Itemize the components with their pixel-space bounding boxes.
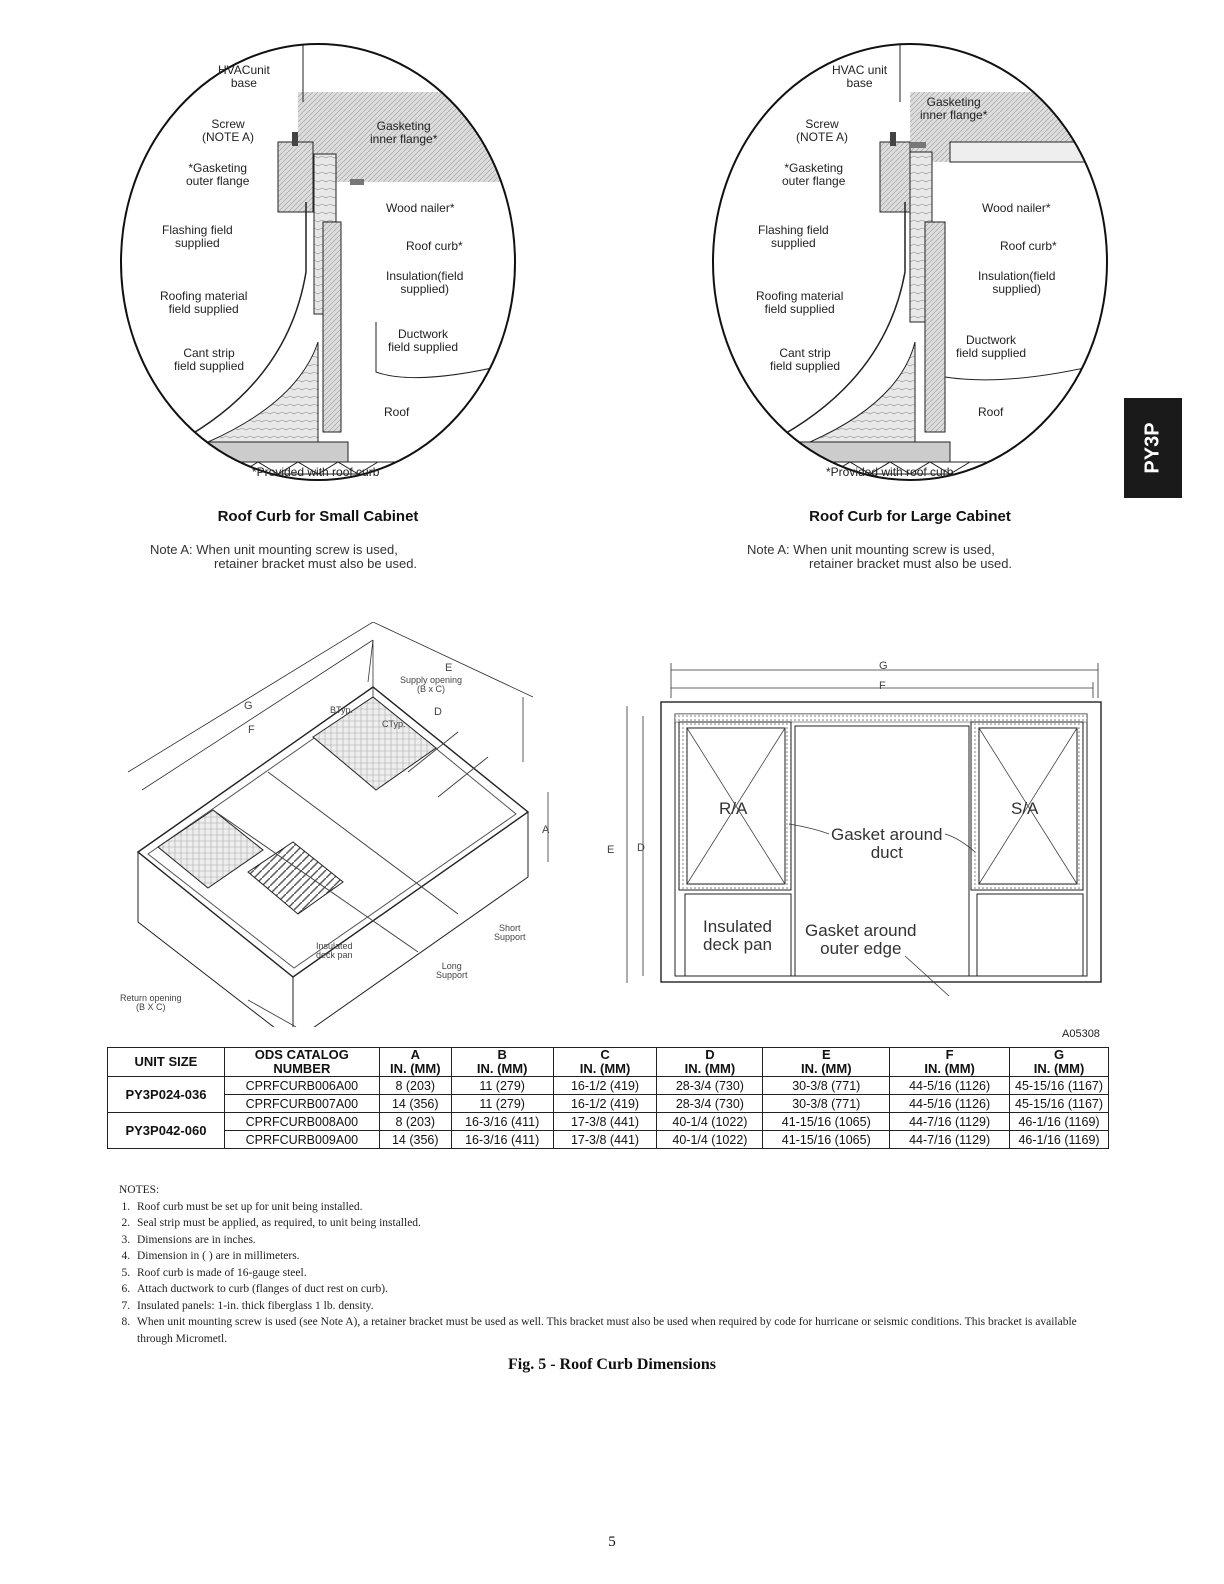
small-cabinet-note bbox=[150, 543, 417, 571]
large-gasket-inner-line1: Gasketing bbox=[926, 95, 981, 109]
table-row bbox=[108, 1131, 1109, 1149]
small-cant-strip-line1: Cant strip bbox=[183, 346, 235, 360]
iso-supply-line1: Supply opening bbox=[400, 675, 463, 685]
table-cell: CPRFCURB008A00 bbox=[224, 1113, 379, 1131]
large-screw-label bbox=[796, 118, 848, 144]
plan-deck-line1: Insulated bbox=[703, 917, 772, 936]
plan-e-label: E bbox=[607, 844, 615, 856]
header-d bbox=[657, 1048, 763, 1077]
table-cell: 14 (356) bbox=[379, 1131, 451, 1149]
table-row bbox=[108, 1095, 1109, 1113]
small-provided-label: *Provided with roof curb bbox=[252, 465, 380, 479]
small-roofing-line2: field supplied bbox=[168, 302, 239, 316]
table-cell: 45-15/16 (1167) bbox=[1010, 1095, 1109, 1113]
small-hvac-base-line1: HVACunit bbox=[218, 63, 270, 77]
large-cabinet-note bbox=[747, 543, 1012, 571]
large-wood-nailer-label: Wood nailer* bbox=[982, 201, 1051, 215]
small-insulation-line1: Insulation(field bbox=[386, 269, 464, 283]
small-hvac-base-label bbox=[218, 64, 270, 90]
small-hvac-base-line2: base bbox=[230, 76, 257, 90]
iso-ctyp-label: CTyp. bbox=[382, 719, 406, 729]
large-ductwork-label bbox=[956, 334, 1026, 360]
table-cell: 41-15/16 (1065) bbox=[763, 1131, 890, 1149]
table-cell: 28-3/4 (730) bbox=[657, 1077, 763, 1095]
table-header bbox=[108, 1048, 1109, 1077]
plan-gasket-edge-label bbox=[805, 922, 917, 958]
large-cabinet-detail bbox=[710, 42, 1110, 502]
plan-sa-label: S/A bbox=[1011, 799, 1039, 818]
header-g-line2: IN. (MM) bbox=[1033, 1061, 1085, 1076]
small-cabinet-caption: Roof Curb for Small Cabinet bbox=[217, 508, 419, 525]
table-cell: 14 (356) bbox=[379, 1095, 451, 1113]
section-tab-label: PY3P bbox=[1141, 422, 1164, 474]
table-cell: 30-3/8 (771) bbox=[763, 1077, 890, 1095]
iso-d-label: D bbox=[434, 706, 442, 718]
header-catalog bbox=[224, 1048, 379, 1077]
note-item: 7. Insulated panels: 1-in. thick fiberglass 1 lb. density. bbox=[133, 1298, 1109, 1315]
note-item: 8. When unit mounting screw is used (see Note A), a retainer bracket must be used as well. This bracket must also be used when required by code for hurricane or seismic conditions. This bracket is available through Micrometl. bbox=[133, 1314, 1109, 1347]
large-roof-curb-label: Roof curb* bbox=[1000, 239, 1057, 253]
figure-reference: A05308 bbox=[1062, 1028, 1100, 1040]
iso-deck-line2: deck pan bbox=[316, 950, 353, 960]
table-cell: 28-3/4 (730) bbox=[657, 1095, 763, 1113]
unit-size-cell: PY3P042-060 bbox=[108, 1113, 225, 1149]
iso-long-line1: Long bbox=[441, 961, 462, 971]
header-e-line2: IN. (MM) bbox=[801, 1061, 852, 1076]
large-gasket-outer-label bbox=[782, 162, 845, 188]
table-cell: 16-3/16 (411) bbox=[451, 1131, 553, 1149]
notes-list bbox=[119, 1199, 1109, 1348]
small-note-line2: retainer bracket must also be used. bbox=[214, 556, 418, 571]
plan-gasket-edge-line2: outer edge bbox=[820, 939, 902, 958]
header-unit-size bbox=[108, 1048, 225, 1077]
isometric-curb-view bbox=[118, 622, 588, 1027]
table-cell: 17-3/8 (441) bbox=[553, 1113, 657, 1131]
notes-title: NOTES: bbox=[119, 1184, 160, 1196]
large-cant-strip-label bbox=[770, 347, 840, 373]
large-flashing-line1: Flashing field bbox=[758, 223, 829, 237]
small-insulation-label bbox=[386, 270, 463, 296]
large-insulation-label bbox=[978, 270, 1055, 296]
header-a bbox=[379, 1048, 451, 1077]
large-provided-label: *Provided with roof curb bbox=[826, 465, 954, 479]
note-item: 3. Dimensions are in inches. bbox=[133, 1232, 1109, 1249]
iso-btyp-label: BTyp. bbox=[330, 705, 354, 715]
table-body bbox=[108, 1077, 1109, 1149]
large-hvac-base-line1: HVAC unit bbox=[832, 63, 888, 77]
large-ductwork-line1: Ductwork bbox=[966, 333, 1017, 347]
small-screw-line2: (NOTE A) bbox=[202, 130, 255, 144]
table-cell: 11 (279) bbox=[451, 1077, 553, 1095]
small-screw-line1: Screw bbox=[211, 117, 245, 131]
large-gasket-inner-line2: inner flange* bbox=[920, 108, 988, 122]
page-number: 5 bbox=[608, 1534, 616, 1550]
header-unit-size-text: UNIT SIZE bbox=[134, 1054, 198, 1069]
header-c-line1: C bbox=[600, 1047, 610, 1062]
table-cell: 11 (279) bbox=[451, 1095, 553, 1113]
iso-short-support-label bbox=[494, 924, 526, 942]
small-note-line1: Note A: When unit mounting screw is used, bbox=[150, 542, 398, 557]
small-ductwork-line1: Ductwork bbox=[398, 327, 449, 341]
large-gasket-outer-line1: *Gasketing bbox=[784, 161, 844, 175]
table-cell: 40-1/4 (1022) bbox=[657, 1131, 763, 1149]
table-cell: 30-3/8 (771) bbox=[763, 1095, 890, 1113]
large-gasket-inner-label bbox=[920, 96, 987, 122]
large-roofing-line2: field supplied bbox=[764, 302, 835, 316]
unit-size-cell: PY3P024-036 bbox=[108, 1077, 225, 1113]
small-gasket-inner-line2: inner flange* bbox=[370, 132, 438, 146]
small-cant-strip-label bbox=[174, 347, 244, 373]
iso-return-line1: Return opening bbox=[120, 993, 182, 1003]
table-cell: 45-15/16 (1167) bbox=[1010, 1077, 1109, 1095]
small-insulation-line2: supplied) bbox=[400, 282, 450, 296]
dimensions-table bbox=[107, 1047, 1109, 1149]
plan-f-label: F bbox=[879, 680, 886, 692]
header-c-line2: IN. (MM) bbox=[579, 1061, 631, 1076]
table-cell: CPRFCURB009A00 bbox=[224, 1131, 379, 1149]
small-flashing-label bbox=[162, 224, 233, 250]
large-screw-line1: Screw bbox=[805, 117, 839, 131]
header-b-line2: IN. (MM) bbox=[476, 1061, 528, 1076]
plan-gasket-edge-line1: Gasket around bbox=[805, 921, 917, 940]
plan-deck-pan-label bbox=[703, 918, 772, 954]
large-cabinet-caption: Roof Curb for Large Cabinet bbox=[809, 508, 1011, 525]
table-cell: 40-1/4 (1022) bbox=[657, 1113, 763, 1131]
section-tab bbox=[1124, 398, 1182, 498]
figure-caption: Fig. 5 - Roof Curb Dimensions bbox=[507, 1356, 716, 1373]
iso-short-line2: Support bbox=[494, 932, 526, 942]
table-cell: 16-1/2 (419) bbox=[553, 1095, 657, 1113]
header-b bbox=[451, 1048, 553, 1077]
table-cell: 16-1/2 (419) bbox=[553, 1077, 657, 1095]
note-item: 5. Roof curb is made of 16-gauge steel. bbox=[133, 1265, 1109, 1282]
iso-return-line2: (B X C) bbox=[136, 1002, 166, 1012]
small-roof-label: Roof bbox=[384, 405, 410, 419]
small-flashing-line2: supplied bbox=[175, 236, 220, 250]
small-gasket-outer-label bbox=[186, 162, 249, 188]
plan-deck-line2: deck pan bbox=[703, 935, 772, 954]
small-cabinet-detail bbox=[118, 42, 518, 502]
table-cell: 16-3/16 (411) bbox=[451, 1113, 553, 1131]
small-ductwork-label bbox=[388, 328, 458, 354]
small-cant-strip-line2: field supplied bbox=[174, 359, 245, 373]
iso-f-label: F bbox=[248, 724, 255, 736]
small-wood-nailer-label: Wood nailer* bbox=[386, 201, 455, 215]
small-roofing-line1: Roofing material bbox=[160, 289, 248, 303]
iso-g-label: G bbox=[244, 700, 253, 712]
note-item: 4. Dimension in ( ) are in millimeters. bbox=[133, 1248, 1109, 1265]
iso-long-support-label bbox=[436, 962, 468, 980]
plan-g-label: G bbox=[879, 660, 888, 672]
plan-d-label: D bbox=[637, 842, 645, 854]
iso-deck-line1: Insulated bbox=[316, 941, 353, 951]
table-cell: 41-15/16 (1065) bbox=[763, 1113, 890, 1131]
table-cell: 44-7/16 (1129) bbox=[890, 1131, 1010, 1149]
plan-gasket-duct-label bbox=[831, 826, 943, 862]
header-f bbox=[890, 1048, 1010, 1077]
large-cant-strip-line1: Cant strip bbox=[779, 346, 831, 360]
large-flashing-line2: supplied bbox=[771, 236, 816, 250]
plan-view bbox=[593, 658, 1105, 998]
header-e bbox=[763, 1048, 890, 1077]
large-hvac-base-line2: base bbox=[846, 76, 873, 90]
iso-supply-line2: (B x C) bbox=[417, 684, 446, 694]
header-f-line1: F bbox=[945, 1047, 954, 1062]
small-gasket-outer-line2: outer flange bbox=[186, 174, 250, 188]
small-gasket-inner-label bbox=[370, 120, 437, 146]
table-row bbox=[108, 1077, 1109, 1095]
table-row bbox=[108, 1113, 1109, 1131]
small-flashing-line1: Flashing field bbox=[162, 223, 233, 237]
table-cell: 8 (203) bbox=[379, 1077, 451, 1095]
iso-return-label bbox=[120, 994, 182, 1012]
header-row bbox=[108, 1048, 1109, 1077]
iso-e-label: E bbox=[445, 662, 453, 674]
table-cell: CPRFCURB006A00 bbox=[224, 1077, 379, 1095]
header-c bbox=[553, 1048, 657, 1077]
large-hvac-base-label bbox=[832, 64, 887, 90]
large-cant-strip-line2: field supplied bbox=[770, 359, 841, 373]
large-gasket-outer-line2: outer flange bbox=[782, 174, 846, 188]
header-b-line1: B bbox=[497, 1047, 507, 1062]
small-roofing-label bbox=[160, 290, 247, 316]
header-d-line1: D bbox=[705, 1047, 715, 1062]
notes-section bbox=[119, 1182, 1109, 1347]
small-ductwork-line2: field supplied bbox=[388, 340, 459, 354]
plan-ra-label: R/A bbox=[719, 799, 748, 818]
large-flashing-label bbox=[758, 224, 829, 250]
header-a-line2: IN. (MM) bbox=[390, 1061, 441, 1076]
iso-a-label: A bbox=[542, 824, 550, 836]
table-cell: 46-1/16 (1169) bbox=[1010, 1113, 1109, 1131]
large-insulation-line2: supplied) bbox=[992, 282, 1042, 296]
iso-long-line2: Support bbox=[436, 970, 468, 980]
table-cell: 8 (203) bbox=[379, 1113, 451, 1131]
header-d-line2: IN. (MM) bbox=[684, 1061, 736, 1076]
small-gasket-inner-line1: Gasketing bbox=[376, 119, 431, 133]
plan-gasket-duct-line1: Gasket around bbox=[831, 825, 943, 844]
large-insulation-line1: Insulation(field bbox=[978, 269, 1056, 283]
table-cell: 46-1/16 (1169) bbox=[1010, 1131, 1109, 1149]
plan-gasket-duct-line2: duct bbox=[870, 843, 903, 862]
header-e-line1: E bbox=[821, 1047, 831, 1062]
table-cell: CPRFCURB007A00 bbox=[224, 1095, 379, 1113]
iso-supply-label bbox=[400, 676, 462, 694]
table-cell: 44-5/16 (1126) bbox=[890, 1077, 1010, 1095]
large-roof-label: Roof bbox=[978, 405, 1004, 419]
large-roofing-label bbox=[756, 290, 843, 316]
header-catalog-line2: NUMBER bbox=[273, 1061, 331, 1076]
iso-deck-pan-label bbox=[316, 942, 353, 960]
large-screw-line2: (NOTE A) bbox=[796, 130, 849, 144]
header-g-line1: G bbox=[1053, 1047, 1065, 1062]
small-gasket-outer-line1: *Gasketing bbox=[188, 161, 248, 175]
small-screw-label bbox=[202, 118, 254, 144]
note-item: 6. Attach ductwork to curb (flanges of duct rest on curb). bbox=[133, 1281, 1109, 1298]
small-roof-curb-label: Roof curb* bbox=[406, 239, 463, 253]
isometric-curb-drawing bbox=[118, 622, 588, 1027]
large-note-line2: retainer bracket must also be used. bbox=[809, 556, 1013, 571]
header-a-line1: A bbox=[410, 1047, 420, 1062]
large-ductwork-line2: field supplied bbox=[956, 346, 1027, 360]
table-cell: 44-5/16 (1126) bbox=[890, 1095, 1010, 1113]
table-cell: 44-7/16 (1129) bbox=[890, 1113, 1010, 1131]
header-g bbox=[1010, 1048, 1109, 1077]
iso-short-line1: Short bbox=[499, 923, 521, 933]
header-catalog-line1: ODS CATALOG bbox=[254, 1047, 349, 1062]
large-note-line1: Note A: When unit mounting screw is used, bbox=[747, 542, 995, 557]
note-item: 1. Roof curb must be set up for unit being installed. bbox=[133, 1199, 1109, 1216]
large-roofing-line1: Roofing material bbox=[756, 289, 844, 303]
table-cell: 17-3/8 (441) bbox=[553, 1131, 657, 1149]
note-item: 2. Seal strip must be applied, as required, to unit being installed. bbox=[133, 1215, 1109, 1232]
header-f-line2: IN. (MM) bbox=[924, 1061, 975, 1076]
